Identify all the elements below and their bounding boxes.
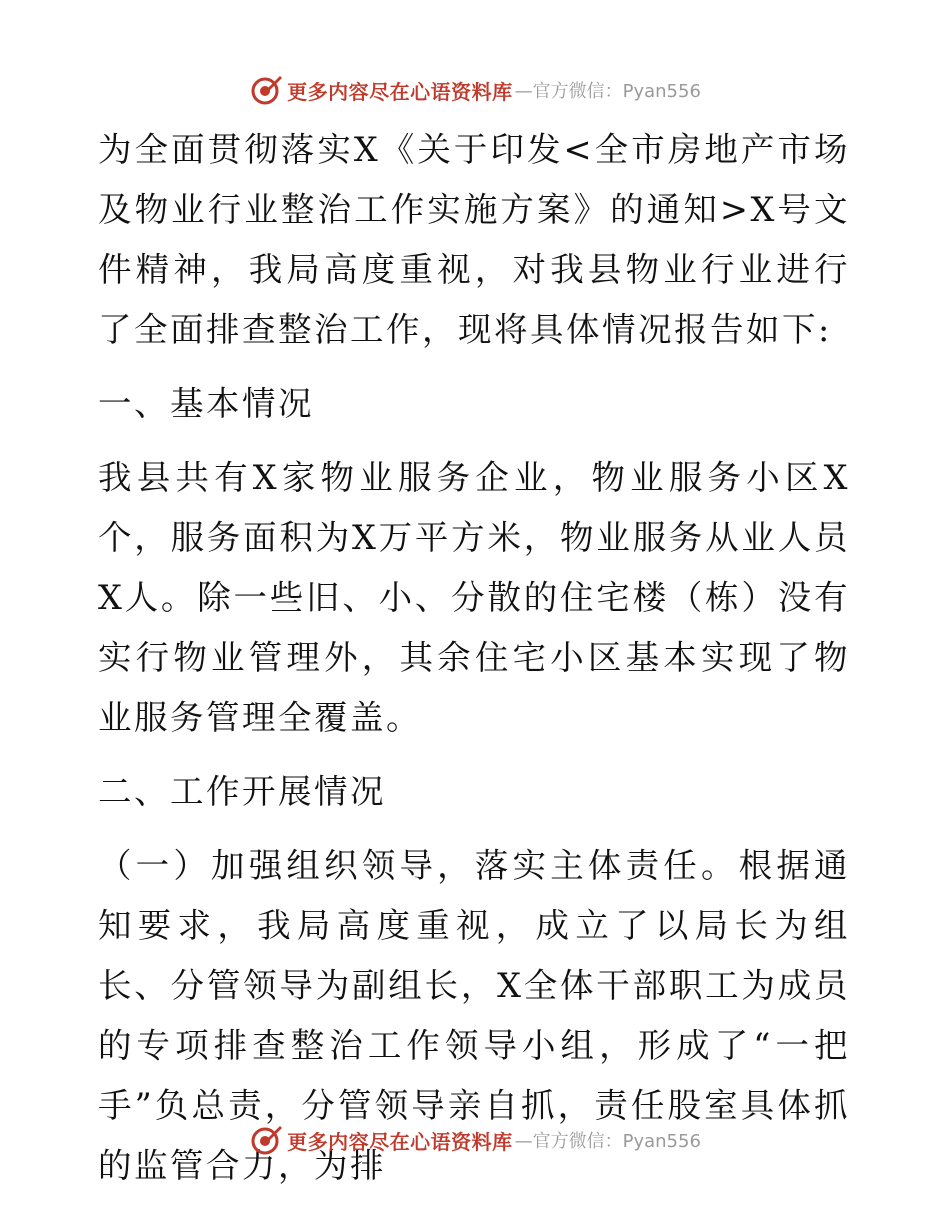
- quill-circle-logo-icon: [249, 1123, 283, 1157]
- watermark-gray-text: —官方微信：Pyan556: [514, 1131, 701, 1152]
- section-heading-basic: 一、基本情况: [98, 384, 314, 423]
- quill-circle-logo-icon: [249, 73, 283, 107]
- document-body: [98, 120, 850, 1196]
- footer-watermark-banner: [0, 1120, 950, 1160]
- paragraph-basic-situation: 我县共有X家物业服务企业，物业服务小区X个，服务面积为X万平方米，物业服务从业人员X人。除一些旧、小、分散的住宅楼（栋）没有实行物业管理外，其余住宅小区基本实现了物业服务管理全覆盖。: [98, 458, 850, 737]
- paragraph-intro: 为全面贯彻落实X《关于印发<全市房地产市场及物业行业整治工作实施方案》的通知>X号文件精神，我局高度重视，对我县物业行业进行了全面排查整治工作，现将具体情况报告如下:: [98, 130, 850, 349]
- header-watermark-banner: [0, 70, 950, 110]
- watermark-red-text: 更多内容尽在心语资料库: [287, 1129, 513, 1154]
- watermark-red-text: 更多内容尽在心语资料库: [287, 79, 513, 104]
- section-heading-work: 二、工作开展情况: [98, 772, 386, 811]
- paragraph-organization: （一）加强组织领导，落实主体责任。根据通知要求，我局高度重视，成立了以局长为组长、分管领导为副组长，X全体干部职工为成员的专项排查整治工作领导小组，形成了“一把手”负总责，分管领导亲自抓，责任股室具体抓的监管合力，为排: [98, 846, 850, 1185]
- watermark-gray-text: —官方微信：Pyan556: [514, 81, 701, 102]
